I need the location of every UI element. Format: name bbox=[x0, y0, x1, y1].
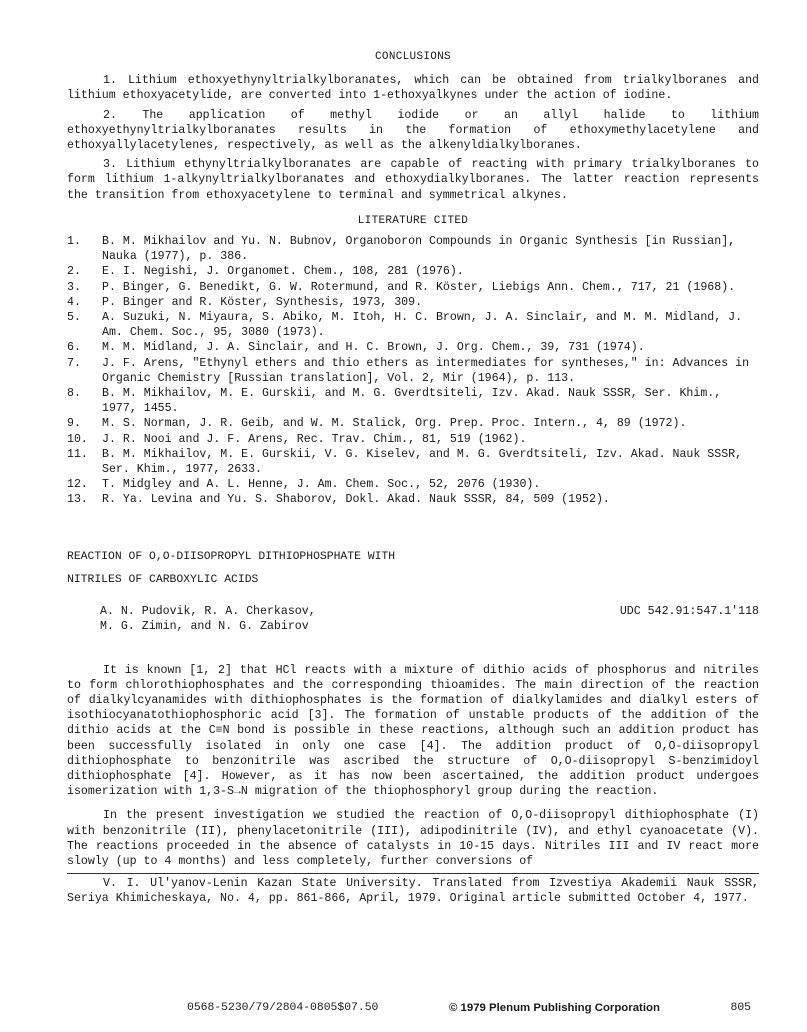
reference-number: 3. bbox=[67, 280, 81, 294]
authors-line-2: M. G. Zimin, and N. G. Zabirov bbox=[100, 620, 309, 634]
reference-number: 1. bbox=[67, 235, 81, 249]
page-number: 805 bbox=[730, 1002, 751, 1014]
literature-heading: LITERATURE CITED bbox=[357, 214, 469, 227]
footnote: V. I. Ul'yanov-Lenin Kazan State University. Translated from Izvestiya Akademii Nauk SSSR, Seriya Khimicheskaya, No. 4, pp. 861-866, April, 1979. Original article submitted October 4, 1977. bbox=[67, 877, 759, 906]
conclusions-heading: CONCLUSIONS bbox=[375, 51, 451, 63]
reference-text: J. F. Arens, "Ethynyl ethers and thio ethers as intermediates for syntheses," in: Advances in Organic Chemistry [Russian translation], Vol. 2, Mir (1964), p. 113. bbox=[102, 356, 750, 385]
reference-item bbox=[67, 234, 759, 264]
article-title-line-2: NITRILES OF CARBOXYLIC ACIDS bbox=[67, 573, 259, 586]
udc-code: UDC 542.91:547.1'118 bbox=[619, 605, 759, 619]
reference-number: 8. bbox=[67, 387, 81, 401]
reference-item bbox=[67, 386, 759, 416]
reference-item bbox=[67, 492, 759, 507]
reference-text: E. I. Negishi, J. Organomet. Chem., 108, 281 (1976). bbox=[102, 265, 464, 279]
reference-item bbox=[67, 356, 759, 386]
reference-text: B. M. Mikhailov, M. E. Gurskii, V. G. Kiselev, and M. G. Gverdtsiteli, Izv. Akad. Nauk SSSR, Ser. Khim., 1977, 2633. bbox=[102, 447, 743, 477]
reference-number: 9. bbox=[67, 417, 81, 431]
reference-number: 12. bbox=[67, 478, 88, 492]
reference-number: 11. bbox=[67, 447, 88, 461]
reference-number: 2. bbox=[67, 265, 81, 279]
reference-text: P. Binger and R. Köster, Synthesis, 1973, 309. bbox=[102, 295, 423, 309]
article-code: 0568-5230/79/2804-0805$07.50 bbox=[187, 1002, 379, 1014]
conclusion-1: 1. Lithium ethoxyethynyltrialkylboranates, which can be obtained from trialkylboranes and lithium ethoxyacetylide, are converted into 1-ethoxyalkynes under the action of iodine. bbox=[67, 74, 759, 103]
body-paragraph-2: In the present investigation we studied the reaction of O,O-diisopropyl dithiophosphate (I) with benzonitrile (II), phenylacetonitrile (III), adipodinitrile (IV), and ethyl cyanoacetate (V). The reactions proceeded in the absence of catalysts in 10-15 days. Nitriles III and IV react more slowly (up to 4 months) and less completely, further conversions of bbox=[67, 809, 759, 868]
reference-item bbox=[67, 280, 759, 295]
reference-text: B. M. Mikhailov, M. E. Gurskii, and M. G. Gverdtsiteli, Izv. Akad. Nauk SSSR, Ser. Khim., 1977, 1455. bbox=[102, 387, 722, 416]
author-block bbox=[67, 604, 759, 634]
reference-number: 5. bbox=[67, 311, 81, 325]
authors bbox=[100, 604, 460, 634]
reference-item bbox=[67, 416, 759, 431]
footnote-divider bbox=[67, 873, 759, 874]
reference-item bbox=[67, 340, 759, 355]
reference-text: A. Suzuki, N. Miyaura, S. Abiko, M. Itoh, H. C. Brown, J. A. Sinclair, and M. M. Midland, J. Am. Chem. Soc., 95, 3080 (1973). bbox=[102, 311, 743, 340]
reference-item bbox=[67, 432, 759, 447]
reference-number: 13. bbox=[67, 493, 88, 507]
reference-item bbox=[67, 264, 759, 279]
reference-text: M. S. Norman, J. R. Geib, and W. M. Stalick, Org. Prep. Proc. Intern., 4, 89 (1972). bbox=[102, 417, 687, 431]
reference-text: P. Binger, G. Benedikt, G. W. Rotermund, and R. Köster, Liebigs Ann. Chem., 717, 21 (1968). bbox=[102, 280, 736, 294]
reference-item bbox=[67, 477, 759, 492]
page bbox=[67, 50, 759, 907]
reference-item bbox=[67, 295, 759, 310]
reference-number: 10. bbox=[67, 432, 88, 446]
reference-item bbox=[67, 447, 759, 477]
article-title-line-1: REACTION OF O,O-DIISOPROPYL DITHIOPHOSPHATE WITH bbox=[67, 550, 396, 563]
page-footer bbox=[67, 1001, 759, 1016]
body-paragraph-1: It is known [1, 2] that HCl reacts with a mixture of dithio acids of phosphorus and nitriles to form chlorothiophosphates and the corresponding thioamides. The main direction of the reaction of dialkylcyanamides with dithiophosphates is the formation of dialkylamides and dialkyl esters of isothiocyanatothiophosphoric acid [3]. The formation of unstable products of the addition of the dithio acids at the C≡N bond is possible in these reactions, although such an addition product has been successfully isolated in only one case [4]. The addition product of O,O-diisopropyl dithiophosphate to benzonitrile was ascribed the structure of O,O-diisopropyl S-benzimidoyl dithiophosphate [4]. However, as it has now been ascertained, the addition product undergoes isomerization with 1,3-S→N migration of the thiophosphoryl group during the reaction. bbox=[67, 663, 759, 799]
reference-text: B. M. Mikhailov and Yu. N. Bubnov, Organoboron Compounds in Organic Synthesis [in Russian], Nauka (1977), p. 386. bbox=[102, 235, 736, 264]
authors-line-1: A. N. Pudovik, R. A. Cherkasov, bbox=[100, 605, 316, 619]
reference-number: 7. bbox=[67, 356, 81, 370]
reference-item bbox=[67, 310, 759, 340]
reference-text: J. R. Nooi and J. F. Arens, Rec. Trav. Chim., 81, 519 (1962). bbox=[102, 432, 527, 446]
reference-text: R. Ya. Levina and Yu. S. Shaborov, Dokl. Akad. Nauk SSSR, 84, 509 (1952). bbox=[102, 493, 610, 507]
reference-text: T. Midgley and A. L. Henne, J. Am. Chem. Soc., 52, 2076 (1930). bbox=[102, 478, 541, 492]
reference-number: 6. bbox=[67, 341, 81, 355]
publisher: © 1979 Plenum Publishing Corporation bbox=[448, 1002, 660, 1014]
reference-text: M. M. Midland, J. A. Sinclair, and H. C. Brown, J. Org. Chem., 39, 731 (1974). bbox=[102, 341, 645, 355]
conclusion-3: 3. Lithium ethynyltrialkylboranates are capable of reacting with primary trialkylboranes to form lithium 1-alkynyltrialkylboranates and ethoxydialkylboranes. The latter reaction represents the transition from ethoxyacetylene to terminal and symmetrical alkynes. bbox=[67, 158, 759, 202]
conclusion-2: 2. The application of methyl iodide or an allyl halide to lithium ethoxyethynyltrialkylboranates results in the formation of ethoxymethylacetylene and ethoxyallylacetylenes, respectively, as well as the alkenyldialkylboranes. bbox=[67, 108, 759, 153]
reference-number: 4. bbox=[67, 295, 81, 309]
reference-list bbox=[67, 234, 759, 508]
